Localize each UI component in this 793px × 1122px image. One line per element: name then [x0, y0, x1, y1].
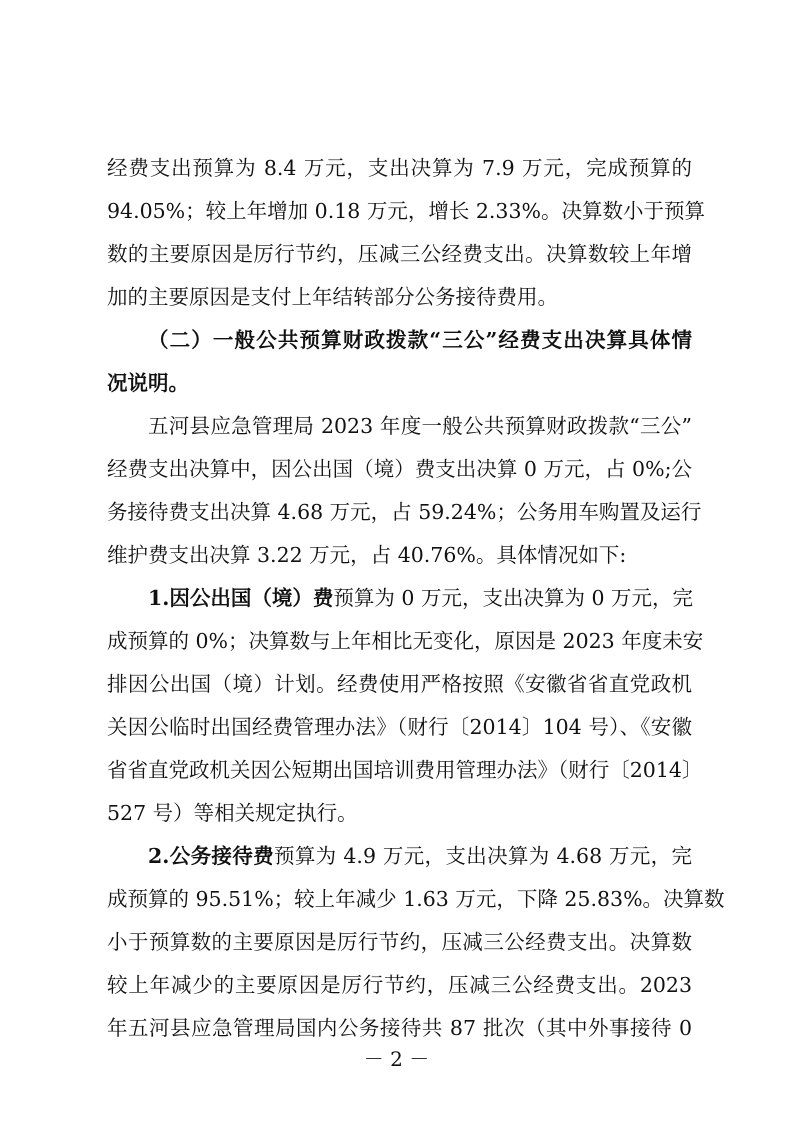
paragraph-line: 务接待费支出决算 4.68 万元，占 59.24%；公务用车购置及运行: [107, 500, 702, 524]
item-text: 预算为 4.9 万元，支出决算为 4.68 万元，完: [273, 844, 693, 868]
paragraph-line: 五河县应急管理局 2023 年度一般公共预算财政拨款“三公”: [148, 414, 692, 438]
paragraph-line: 小于预算数的主要原因是厉行节约，压减三公经费支出。决算数: [107, 930, 692, 954]
paragraph-line: 关因公临时出国经费管理办法》（财行〔2014〕104 号）、《安徽: [107, 715, 692, 739]
section-heading: （二）一般公共预算财政拨款“三公”经费支出决算具体情: [148, 328, 692, 352]
paragraph-line: 维护费支出决算 3.22 万元，占 40.76%。具体情况如下:: [107, 543, 627, 567]
paragraph-line: 加的主要原因是支付上年结转部分公务接待费用。: [107, 285, 558, 309]
item-title: 2.公务接待费: [148, 844, 274, 868]
paragraph-line: 成预算的 0%；决算数与上年相比无变化，原因是 2023 年度未安: [107, 629, 704, 653]
paragraph-line: 省省直党政机关因公短期出国培训费用管理办法》（财行〔2014〕: [107, 758, 703, 782]
section-heading: 况说明。: [107, 371, 189, 395]
paragraph-line: 527 号）等相关规定执行。: [107, 801, 358, 825]
paragraph-line: 年五河县应急管理局国内公务接待共 87 批次（其中外事接待 0: [107, 1016, 692, 1040]
paragraph-line: [148, 836, 692, 876]
paragraph-line: 经费支出预算为 8.4 万元，支出决算为 7.9 万元，完成预算的: [107, 156, 692, 180]
paragraph-line: 排因公出国（境）计划。经费使用严格按照《安徽省省直党政机: [107, 672, 692, 696]
paragraph-line: 94.05%；较上年增加 0.18 万元，增长 2.33%。决算数小于预算: [107, 199, 705, 223]
paragraph-line: [148, 578, 692, 618]
paragraph-line: 经费支出决算中，因公出国（境）费支出决算 0 万元，占 0%;公: [107, 457, 692, 481]
paragraph-line: 较上年减少的主要原因是厉行节约，压减三公经费支出。2023: [107, 973, 692, 997]
item-title: 1.因公出国（境）费: [148, 586, 334, 610]
paragraph-line: 成预算的 95.51%；较上年减少 1.63 万元，下降 25.83%。决算数: [107, 887, 725, 911]
paragraph-line: 数的主要原因是厉行节约，压减三公经费支出。决算数较上年增: [107, 242, 692, 266]
page-number: － 2 －: [363, 1047, 430, 1071]
item-text: 预算为 0 万元，支出决算为 0 万元，完: [333, 586, 694, 610]
